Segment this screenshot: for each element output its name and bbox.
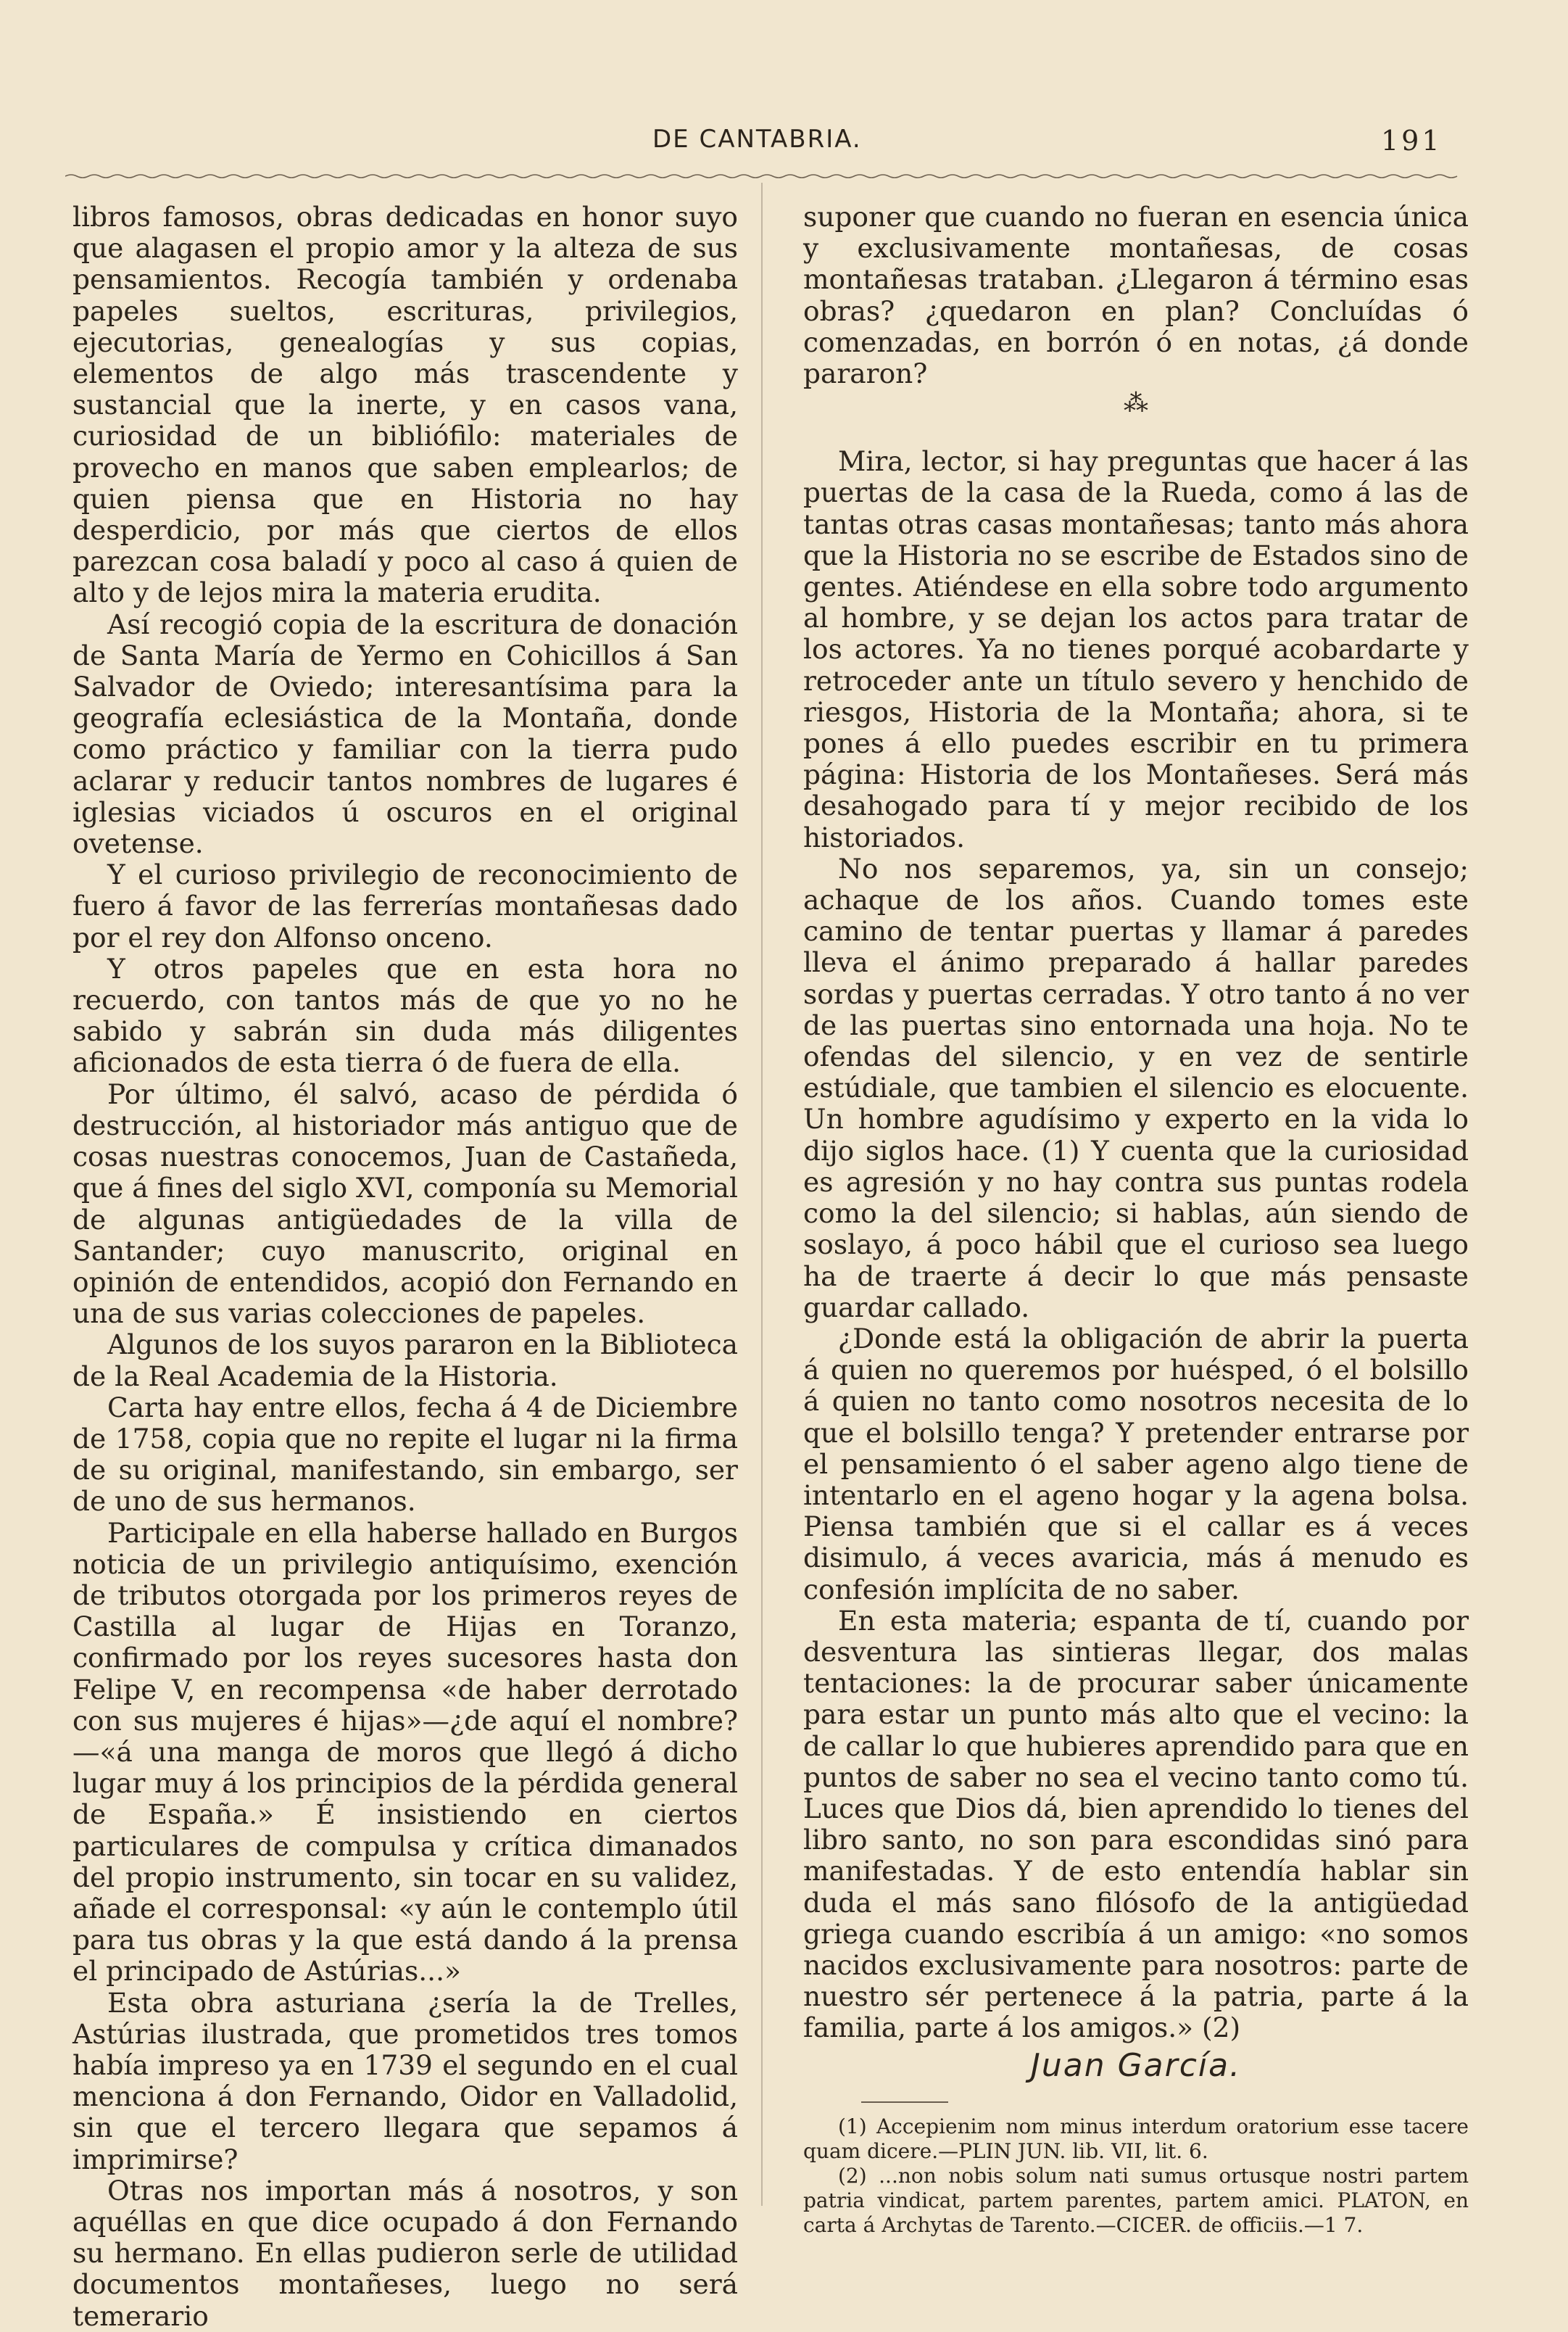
footnote: (1) Accepienim nom minus interdum oratorium esse tacere quam dicere.—PLIN JUN. lib. VII, lit. 6. (803, 2114, 1469, 2163)
paragraph: libros famosos, obras dedicadas en honor suyo que alagasen el propio amor y la alteza de sus pensamientos. Recogía también y ordenaba papeles sueltos, escrituras, privilegios, ejecutorias, genealogías y sus copias, elementos de algo más trascendente y sustancial que la inerte, y en casos vana, curiosidad de un bibliófilo: materiales de provecho en manos que saben emplearlos; de quien piensa que en Historia no hay desperdicio, por más que ciertos de ellos parezcan cosa baladí y poco al caso á quien de alto y de lejos mira la materia erudita. (72, 201, 738, 609)
paragraph: Por último, él salvó, acaso de pérdida ó destrucción, al historiador más antiguo que de cosas nuestras conocemos, Juan de Castañeda, que á fines del siglo XVI, componía su Memorial de algunas antigüedades de la villa de Santander; cuyo manuscrito, original en opinión de entendidos, acopió don Fernando en una de sus varias colecciones de papeles. (72, 1078, 738, 1330)
paragraph: Otras nos importan más á nosotros, y son aquéllas en que dice ocupado á don Fernando su hermano. En ellas pudieron serle de utilidad documentos montañeses, luego no será temerario (72, 2174, 738, 2332)
ornamental-rule (65, 173, 1461, 180)
paragraph: En esta materia; espanta de tí, cuando por desventura las sintieras llegar, dos malas tentaciones: la de procurar saber únicamente para estar un punto más alto que el vecino: la de callar lo que hubieres aprendido para que en puntos de saber no sea el vecino tanto como tú. Luces que Dios dá, bien aprendido lo tienes del libro santo, no son para escondidas sinó para manifestadas. Y de esto entendía hablar sin duda el más sano filósofo de la antigüedad griega cuando escribía á un amigo: «no somos nacidos exclusivamente para nosotros: parte de nuestro sér pertenece á la patria, parte á la familia, parte á los amigos.» (2) (803, 1604, 1469, 2044)
paragraph: ¿Donde está la obligación de abrir la puerta á quien no queremos por huésped, ó el bolsillo á quien no tanto como nosotros necesita de lo que el bolsillo tenga? Y pretender entrarse por el pensamiento ó el saber ageno algo tiene de intentarlo en el ageno hogar y la agena bolsa. Piensa también que si el callar es á veces disimulo, á veces avaricia, más á menudo es confesión implícita de no saber. (803, 1322, 1469, 1605)
footnote: (2) ...non nobis solum nati sumus ortusque nostri partem patria vindicat, partem parentes, partem amici. PLATON, en carta á Archytas de Tarento.—CICER. de officiis.—1 7. (803, 2163, 1469, 2237)
paragraph: Así recogió copia de la escritura de donación de Santa María de Yermo en Cohicillos á San Salvador de Oviedo; interesantísima para la geografía eclesiástica de la Montaña, donde como práctico y familiar con la tierra pudo aclarar y reducir tantos nombres de lugares é iglesias viciados ú oscuros en el original ovetense. (72, 608, 738, 860)
running-title: DE CANTABRIA. (652, 125, 862, 154)
paragraph: Carta hay entre ellos, fecha á 4 de Diciembre de 1758, copia que no repite el lugar ni la firma de su original, manifestando, sin embargo, ser de uno de sus hermanos. (72, 1391, 738, 1518)
page-number: 191 (1381, 125, 1443, 157)
paragraph: Y el curioso privilegio de reconocimiento de fuero á favor de las ferrerías montañesas dado por el rey don Alfonso onceno. (72, 859, 738, 954)
asterism-separator: ⁂ (1124, 389, 1148, 418)
footnote-rule (861, 2101, 948, 2103)
paragraph: Y otros papeles que en esta hora no recuerdo, con tantos más de que yo no he sabido y sabrán sin duda más diligentes aficionados de esta tierra ó de fuera de ella. (72, 952, 738, 1079)
paragraph: Algunos de los suyos pararon en la Biblioteca de la Real Academia de la Historia. (72, 1328, 738, 1392)
right-column (803, 202, 1469, 2238)
paragraph: No nos separemos, ya, sin un consejo; achaque de los años. Cuando tomes este camino de tentar puertas y llamar á paredes lleva el ánimo preparado á hallar paredes sordas y puertas cerradas. Y otro tanto á no ver de las puertas sino entornada una hoja. No te ofendas del silencio, y en vez de sentirle estúdiale, que tambien el silencio es elocuente. Un hombre agudísimo y experto en la vida lo dijo siglos hace. (1) Y cuenta que la curiosidad es agresión y no hay contra sus puntas rodela como la del silencio; si hablas, aún siendo de soslayo, á poco hábil que el curioso sea luego ha de traerte á decir lo que más pensaste guardar callado. (803, 852, 1469, 1323)
author-signature: Juan García. (1030, 2046, 1242, 2084)
paragraph: Mira, lector, si hay preguntas que hacer á las puertas de la casa de la Rueda, como á las de tantas otras casas montañesas; tanto más ahora que la Historia no se escribe de Estados sino de gentes. Atiéndese en ella sobre todo argumento al hombre, y se dejan los actos para tratar de los actores. Ya no tienes porqué acobardarte y retroceder ante un título severo y henchido de riesgos, Historia de la Montaña; ahora, si te pones á ello puedes escribir en tu primera página: Historia de los Montañeses. Será más desahogado para tí y mejor recibido de los historiados. (803, 445, 1469, 853)
column-divider (761, 183, 763, 2206)
paragraph: Participale en ella haberse hallado en Burgos noticia de un privilegio antiquísimo, exención de tributos otorgada por los primeros reyes de Castilla al lugar de Hijas en Toranzo, confirmado por los reyes sucesores hasta don Felipe V, en recompensa «de haber derrotado con sus mujeres é hijas»—¿de aquí el nombre?—«á una manga de moros que llegó á dicho lugar muy á los principios de la pérdida general de España.» É insistiendo en ciertos particulares de compulsa y crítica dimanados del propio instrumento, sin tocar en su validez, añade el corresponsal: «y aún le contemplo útil para tus obras y la que está dando á la prensa el principado de Astúrias...» (72, 1516, 738, 1988)
left-column (72, 202, 738, 2332)
running-header (0, 125, 1568, 168)
paragraph: Esta obra asturiana ¿sería la de Trelles, Astúrias ilustrada, que prometidos tres tomos había impreso ya en 1739 el segundo en el cual menciona á don Fernando, Oidor en Valladolid, sin que el tercero llegara que sepamos á imprimirse? (72, 1986, 738, 2175)
paragraph: suponer que cuando no fueran en esencia única y exclusivamente montañesas, de cosas montañesas trataban. ¿Llegaron á término esas obras? ¿quedaron en plan? Concluídas ó comenzadas, en borrón ó en notas, ¿á donde pararon? (803, 201, 1469, 390)
